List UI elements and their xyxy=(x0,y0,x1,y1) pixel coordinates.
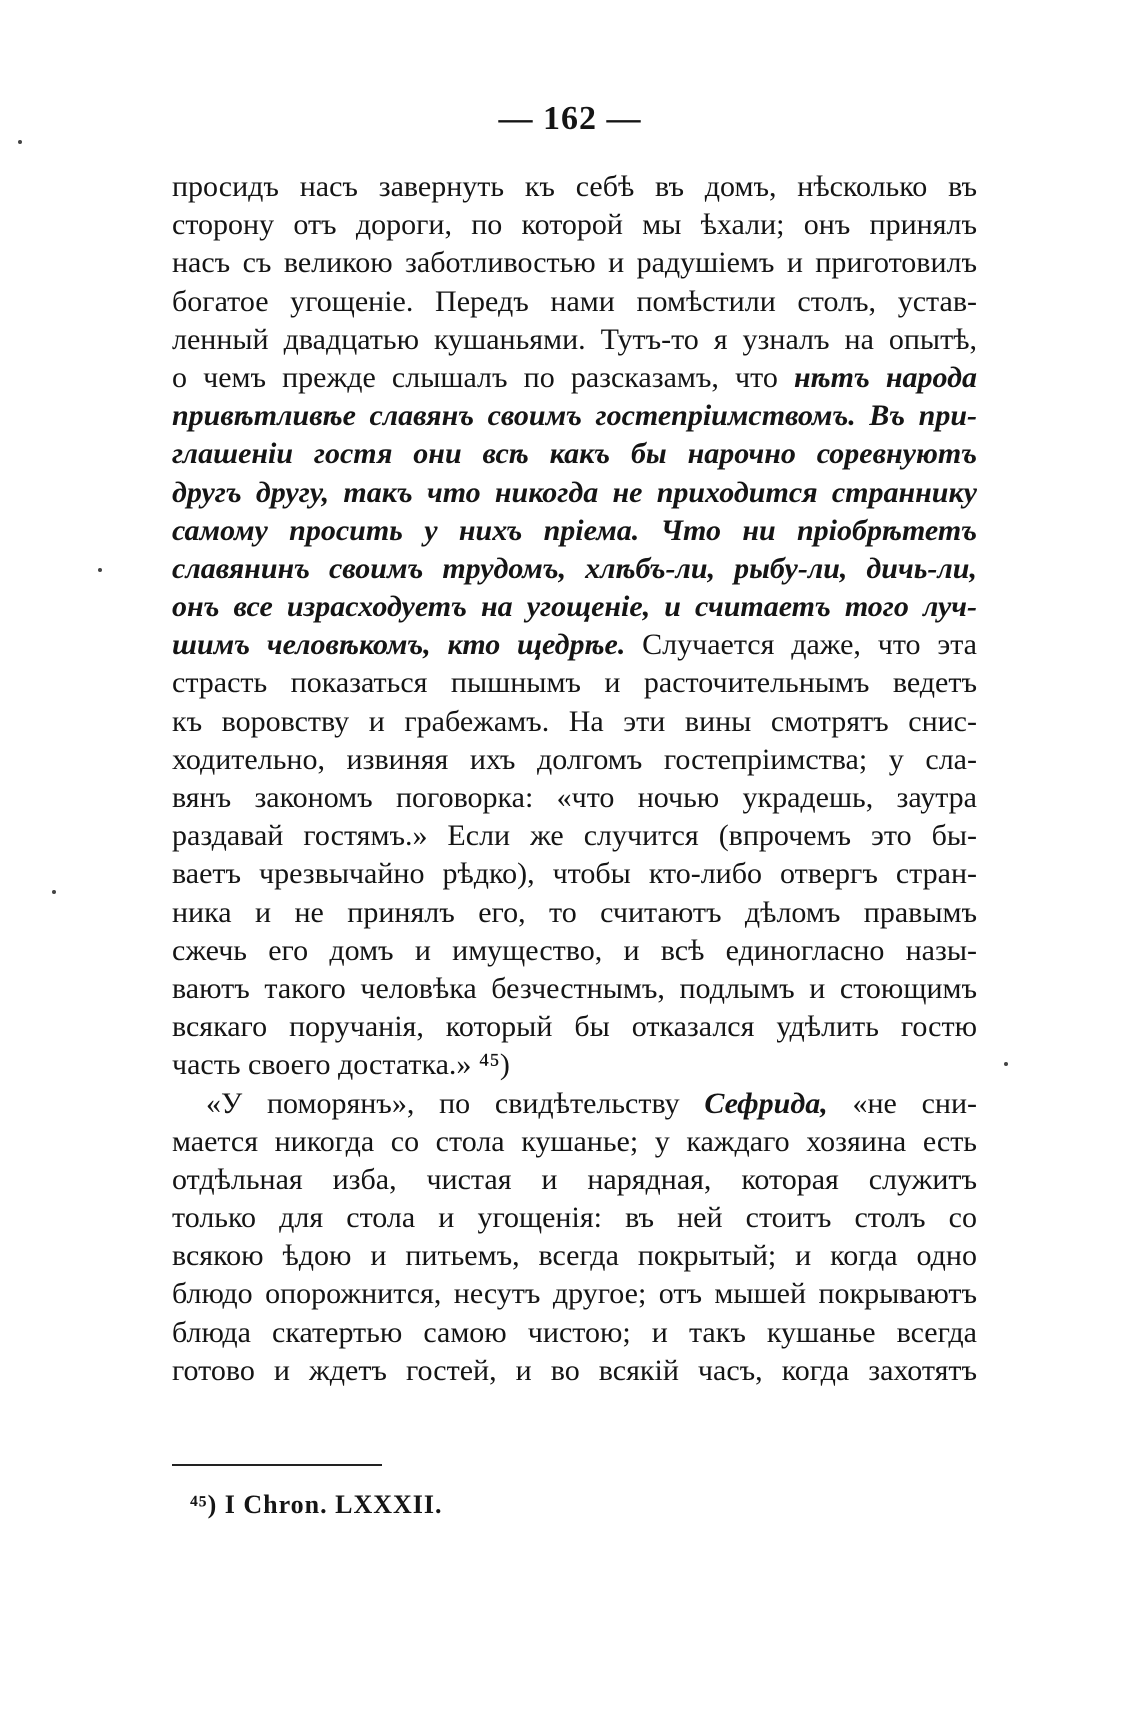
text-line: раздавай гостямъ.» Если же случится (впрочемъ это бы- xyxy=(172,819,977,853)
text-line: мается никогда со стола кушанье; у каждаго хозяина есть xyxy=(172,1124,977,1158)
text-line: богатое угощеніе. Передъ нами помѣстили столъ, устав- xyxy=(172,284,977,318)
body-text xyxy=(172,168,977,1390)
text-line: блюдо опорожнится, несутъ другое; отъ мышей покрываютъ xyxy=(172,1277,977,1311)
text-line: всякаго поручанія, который бы отказался удѣлить гостю xyxy=(172,1010,977,1044)
paragraph-end-line: часть своего достатка.» ⁴⁵) xyxy=(172,1048,510,1082)
scan-speck xyxy=(98,568,102,572)
text-line: вянъ закономъ поговорка: «что ночью украдешь, заутра xyxy=(172,781,977,814)
text-line: ходительно, извиняя ихъ долгомъ гостепріимства; у сла- xyxy=(172,742,977,776)
text-segment: о чемъ прежде слышалъ по разсказамъ, что xyxy=(172,360,778,394)
paragraph-start-line xyxy=(172,1085,977,1123)
text-line: просидъ насъ завернуть къ себѣ въ домъ, нѣсколько въ xyxy=(172,170,977,203)
italic-segment: нѣтъ народа xyxy=(793,360,978,394)
text-line: сжечь его домъ и имущество, и всѣ единогласно назы- xyxy=(172,933,977,967)
text-line xyxy=(172,359,977,397)
scan-speck xyxy=(52,890,56,894)
italic-line: онъ все израсходуетъ на угощеніе, и считаетъ того луч- xyxy=(172,590,977,624)
text-line: ваетъ чрезвычайно рѣдко), чтобы кто-либо отвергъ стран- xyxy=(172,857,977,891)
italic-line: глашеніи гостя они всѣ какъ бы нарочно соревнуютъ xyxy=(172,437,977,471)
text-line: страсть показаться пышнымъ и расточительнымъ ведетъ xyxy=(172,666,977,700)
scan-speck xyxy=(18,140,22,144)
text-segment: «не сни- xyxy=(852,1086,977,1120)
text-line: ника и не принялъ его, то считаютъ дѣломъ правымъ xyxy=(172,895,977,929)
text-line: отдѣльная изба, чистая и нарядная, которая служитъ xyxy=(172,1162,977,1196)
text-line: блюда скатертью самою чистою; и такъ кушанье всегда xyxy=(172,1315,977,1349)
italic-line: другъ другу, такъ что никогда не приходится страннику xyxy=(172,475,977,509)
italic-line: привѣтливѣе славянъ своимъ гостепріимствомъ. Въ при- xyxy=(172,399,977,433)
text-line: насъ съ великою заботливостью и радушіемъ и приготовилъ xyxy=(172,246,977,280)
footnote-divider xyxy=(172,1464,382,1466)
text-line: только для стола и угощенія: въ ней стоитъ столъ со xyxy=(172,1201,977,1235)
text-line: всякою ѣдою и питьемъ, всегда покрытый; и когда одно xyxy=(172,1239,977,1273)
italic-segment: шимъ человѣкомъ, кто щедрѣе. xyxy=(172,628,626,662)
text-line: ленный двадцатью кушаньями. Тутъ-то я узналъ на опытѣ, xyxy=(172,322,977,356)
text-line: готово и ждетъ гостей, и во всякій часъ, когда захотятъ xyxy=(172,1353,977,1387)
text-segment: Случается даже, что эта xyxy=(642,628,977,662)
text-line: ваютъ такого человѣка безчестнымъ, подлымъ и стоющимъ xyxy=(172,971,977,1005)
page-number: — 162 — xyxy=(498,100,642,137)
text-line: къ воровству и грабежамъ. На эти вины смотрятъ снис- xyxy=(172,704,977,738)
italic-line: славянинъ своимъ трудомъ, хлѣбъ-ли, рыбу-ли, дичь-ли, xyxy=(172,551,977,585)
footnote: ⁴⁵) I Chron. LXXXII. xyxy=(190,1490,443,1519)
italic-line: самому просить у нихъ пріема. Что ни пріобрѣтетъ xyxy=(172,513,977,547)
italic-segment: Сефрида, xyxy=(704,1086,828,1120)
text-line xyxy=(172,626,977,664)
scan-speck xyxy=(1004,1062,1008,1066)
text-segment: «У поморянъ», по свидѣтельству xyxy=(206,1086,680,1120)
text-line: сторону отъ дороги, по которой мы ѣхали; онъ принялъ xyxy=(172,208,977,242)
